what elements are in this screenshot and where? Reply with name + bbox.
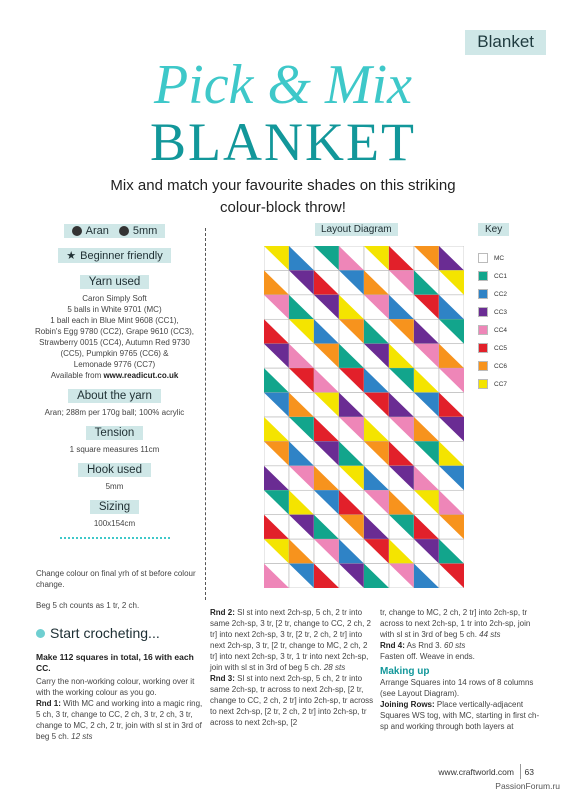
column-divider: [205, 228, 206, 600]
layout-diagram: [264, 246, 464, 588]
key-swatch: [478, 361, 488, 371]
key-item: [478, 339, 538, 357]
notes: [36, 568, 206, 611]
key-item: [478, 285, 538, 303]
sizing-text: 100x154cm: [93, 519, 136, 528]
rounds-cont: [380, 607, 545, 732]
note-beg-ch: Beg 5 ch counts as 1 tr, 2 ch.: [36, 601, 140, 610]
colour-key: [478, 249, 538, 393]
rounds-2-3: [210, 607, 375, 728]
key-code: MC: [494, 254, 505, 262]
start-instructions: [36, 652, 206, 742]
fasten-off: Fasten off. Weave in ends.: [380, 652, 475, 661]
key-item: [478, 249, 538, 267]
key-item: [478, 321, 538, 339]
key-item: [478, 267, 538, 285]
yarn-hook-meta: [64, 224, 166, 238]
note-colour-change: Change colour on final yrh of st before colour change.: [36, 569, 196, 589]
key-code: CC3: [494, 308, 508, 316]
key-swatch: [478, 289, 488, 299]
yarn-used-list: [32, 293, 197, 381]
rnd-3: Rnd 3: Sl st into next 2ch-sp, 5 ch, 2 tr into same 2ch-sp, tr across to next 2ch-sp, [2 tr, change to CC, 2 ch, 2 tr] into 2ch-sp, tr across to next 2ch-sp, [2 tr, 2 ch, 2 tr] into 2ch-sp, tr across to next 2ch-sp, [2: [210, 674, 374, 727]
yarn-line: Caron Simply Soft: [82, 294, 147, 303]
level-badge: [58, 248, 170, 263]
arrange-squares: Arrange Squares into 14 rows of 8 columns (see Layout Diagram).: [380, 678, 534, 698]
dotted-divider: [60, 537, 170, 539]
make-squares: Make 112 squares in total, 16 with each CC.: [36, 652, 194, 673]
key-swatch: [478, 307, 488, 317]
available-from: Available from www.readicut.co.uk: [50, 371, 179, 380]
carry-note: Carry the non-working colour, working over it with the working colour as you go.: [36, 677, 195, 697]
supplier-link[interactable]: www.readicut.co.uk: [103, 371, 179, 380]
key-code: CC1: [494, 272, 508, 280]
key-code: CC7: [494, 380, 508, 388]
hook-used-text: 5mm: [105, 482, 124, 491]
rnd-4: Rnd 4: As Rnd 3. 60 sts: [380, 641, 466, 650]
yarn-weight: Aran: [85, 225, 109, 237]
yarn-line: Strawberry 0015 (CC4), Autumn Red 9730: [39, 338, 190, 347]
about-yarn-text: Aran; 288m per 170g ball; 100% acrylic: [44, 408, 185, 417]
key-code: CC4: [494, 326, 508, 334]
rnd-2: Rnd 2: Sl st into next 2ch-sp, 5 ch, 2 tr into same 2ch-sp, 3 tr, [2 tr, change to CC, 2 ch, 2 tr] into next 2ch-sp, 3 tr, [2 tr, 2 ch, 2 tr] into next 2ch-sp, 3 tr, [2 tr, change to MC, 2 ch, 2 tr] into next 2ch-sp, 3 tr, 1 tr into next 2ch-sp, join with sl st in 3rd of beg 5 ch. 28 sts: [210, 608, 371, 672]
tension-heading: Tension: [86, 426, 144, 440]
key-swatch: [478, 271, 488, 281]
hook-size: 5mm: [132, 225, 158, 237]
star-icon: ★: [66, 250, 77, 262]
layout-diagram-label: Layout Diagram: [315, 223, 398, 236]
about-yarn-heading: About the yarn: [68, 389, 161, 403]
section-tag: Blanket: [465, 30, 546, 55]
tension-text: 1 square measures 11cm: [69, 445, 160, 454]
key-swatch: [478, 325, 488, 335]
subtitle: Mix and match your favourite shades on this striking colour-block throw!: [110, 177, 456, 216]
yarn-line: 5 balls in White 9701 (MC): [67, 305, 162, 314]
yarn-line: (CC5), Pumpkin 9765 (CC6) &: [60, 349, 169, 358]
key-code: CC5: [494, 344, 508, 352]
key-item: [478, 357, 538, 375]
footer-site[interactable]: www.craftworld.com: [438, 767, 514, 777]
key-code: CC2: [494, 290, 508, 298]
yarn-used-heading: Yarn used: [80, 275, 150, 289]
title-script: Pick & Mix: [153, 54, 413, 116]
key-code: CC6: [494, 362, 508, 370]
yarn-line: Robin's Egg 9780 (CC2), Grape 9610 (CC3),: [35, 327, 194, 336]
sizing-heading: Sizing: [90, 500, 139, 514]
footer-divider: [520, 764, 521, 779]
hook-icon: [119, 226, 129, 236]
joining-rows: Joining Rows: Place vertically-adjacent Squares WS tog, with MC, starting in first ch-sp and working through both layers at: [380, 700, 540, 731]
yarn-ball-icon: [72, 226, 82, 236]
key-item: [478, 375, 538, 393]
rnd-1: Rnd 1: With MC and working into a magic ring, 5 ch, 3 tr, change to CC, 2 ch, 3 tr, 2 ch, 3 tr, change to MC, 2 ch, 2 tr, join with sl st in 3rd of beg 5 ch. 12 sts: [36, 699, 203, 741]
rnd-3-cont: tr, change to MC, 2 ch, 2 tr] into 2ch-sp, tr across to next 2ch-sp, 1 tr into 2ch-sp, join with sl st in 3rd of beg 5 ch. 44 sts: [380, 608, 531, 639]
page-number: 63: [524, 767, 534, 777]
key-label: Key: [478, 223, 509, 236]
key-swatch: [478, 253, 488, 263]
hook-used-heading: Hook used: [78, 463, 151, 477]
key-swatch: [478, 379, 488, 389]
level-label: Beginner friendly: [80, 249, 163, 262]
info-column: [32, 224, 197, 539]
making-up-heading: Making up: [380, 666, 430, 677]
yarn-line: 1 ball each in Blue Mint 9608 (CC1),: [50, 316, 179, 325]
bullet-icon: [36, 629, 45, 638]
start-heading: Start crocheting...: [36, 625, 160, 641]
watermark: PassionForum.ru: [495, 781, 560, 791]
title-main: BLANKET: [150, 112, 416, 172]
key-swatch: [478, 343, 488, 353]
key-item: [478, 303, 538, 321]
yarn-line: Lemonade 9776 (CC7): [73, 360, 156, 369]
